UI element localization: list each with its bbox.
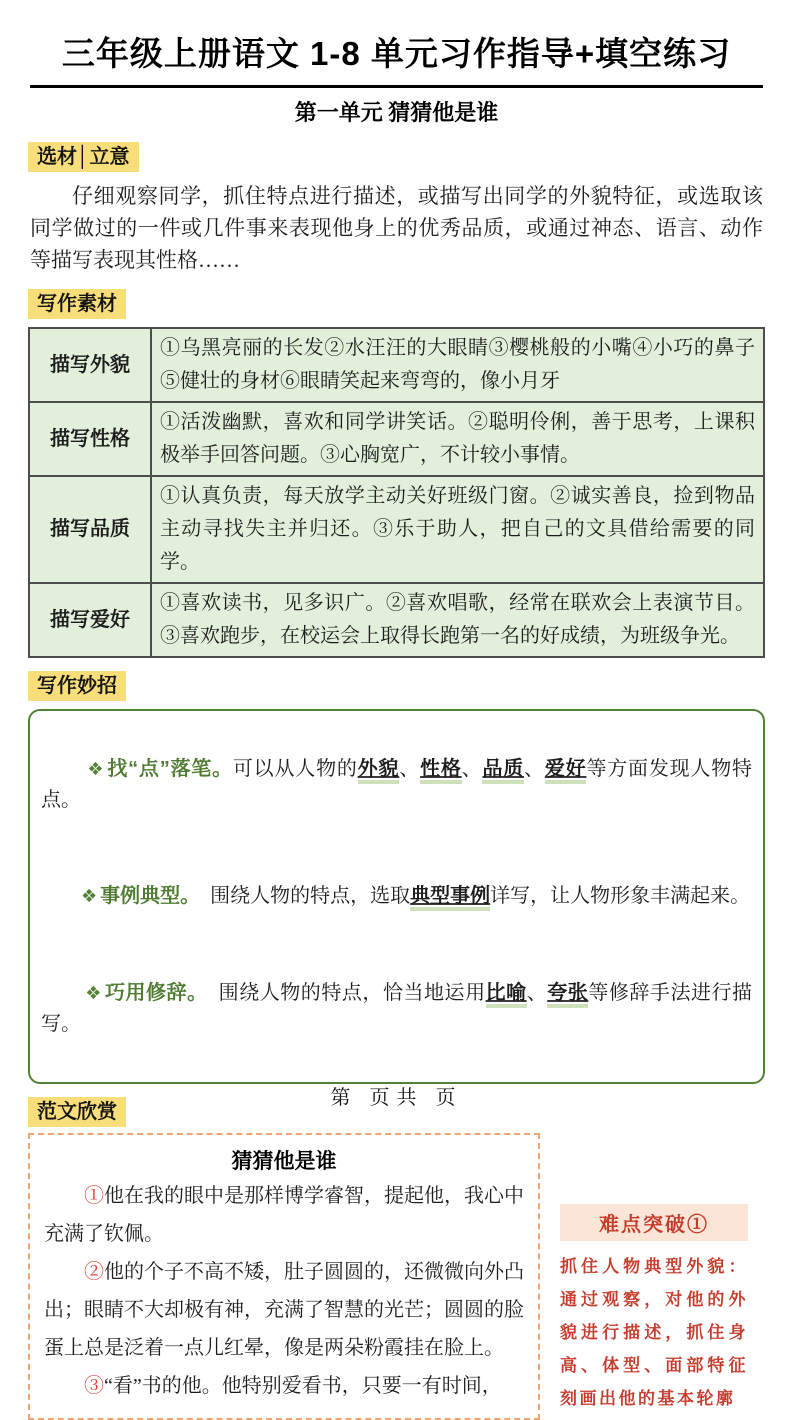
difficulty-title: 难点突破① (560, 1204, 748, 1241)
tip-lead: 事例典型。 (100, 885, 201, 907)
table-row (29, 402, 764, 476)
essay-text: 他的个子不高不矮，肚子圆圆的，还微微向外凸出；眼睛不大却极有神，充满了智慧的光芒；圆圆的脸蛋上总是泛着一点儿红晕，像是两朵粉霞挂在脸上。 (44, 1261, 524, 1359)
tip-text: 、 (461, 758, 483, 780)
circled-number: ③ (84, 1375, 104, 1397)
essay-paragraph-3 (44, 1367, 524, 1405)
materials-table (28, 327, 765, 658)
title-divider (30, 85, 763, 88)
section-materials (28, 284, 765, 658)
circled-number: ② (84, 1261, 104, 1283)
table-row (29, 476, 764, 583)
keyword: 比喻 (486, 982, 527, 1008)
selection-paragraph: 仔细观察同学，抓住特点进行描述，或描写出同学的外貌特征，或选取该同学做过的一件或几件事来表现他身上的优秀品质，或通过神态、语言、动作等描写表现其性格…… (30, 184, 763, 272)
row-label-quality: 描写品质 (29, 476, 151, 583)
tip-text: 围绕人物的特点，选取 (200, 885, 411, 907)
sample-essay-box (28, 1133, 540, 1420)
essay-text: “看”书的他。他特别爱看书，只要一有时间， (104, 1375, 502, 1397)
row-content-hobby: ①喜欢读书，见多识广。②喜欢唱歌，经常在联欢会上表演节目。③喜欢跑步，在校运会上取得长跑第一名的好成绩，为班级争光。 (151, 583, 764, 657)
tip-lead: 巧用修辞。 (104, 982, 208, 1004)
tip-item-typical-example (41, 851, 752, 942)
circled-number: ① (84, 1185, 104, 1207)
tip-text: 可以从人物的 (232, 758, 358, 780)
unit-subtitle: 第一单元 猜猜他是谁 (294, 100, 499, 125)
section-sample-essay (28, 1092, 765, 1420)
tip-text: 、 (526, 982, 548, 1004)
essay-text: 他在我的眼中是那样博学睿智，提起他，我心中充满了钦佩。 (44, 1185, 524, 1245)
tip-text: 围绕人物的特点，恰当地运用 (207, 982, 486, 1004)
keyword: 品质 (482, 758, 524, 784)
page-title: 三年级上册语文 1-8 单元习作指导+填空练习 (61, 35, 732, 72)
row-label-personality: 描写性格 (29, 402, 151, 476)
table-row (29, 328, 764, 402)
tip-text: 等方面发现人物特点。 (41, 758, 753, 811)
keyword: 爱好 (545, 758, 587, 784)
badge-writing-materials: 写作素材 (28, 289, 126, 319)
row-label-appearance: 描写外貌 (29, 328, 151, 402)
keyword: 夸张 (547, 982, 588, 1008)
essay-paragraph-2 (44, 1253, 524, 1367)
badge-selection-intent: 选材│立意 (28, 142, 139, 172)
section-selection (28, 137, 765, 276)
essay-title: 猜猜他是谁 (231, 1149, 337, 1173)
tip-item-rhetoric (41, 948, 752, 1069)
table-row (29, 583, 764, 657)
tip-lead: 找“点”落笔。 (107, 758, 233, 780)
tip-text: 详写，让人物形象丰满起来。 (490, 885, 751, 907)
difficulty-note-text: 抓住人物典型外貌：通过观察，对他的外貌进行描述，抓住身高、体型、面部特征刻画出他的基本轮廓 (560, 1257, 748, 1408)
tip-item-find-points (41, 724, 752, 845)
diamond-bullet-icon: ❖ (87, 759, 105, 780)
tip-text: 、 (399, 758, 421, 780)
page-footer: 第 页共 页 (330, 1087, 463, 1109)
keyword: 外貌 (358, 758, 400, 784)
difficulty-breakthrough-box (560, 1204, 748, 1415)
diamond-bullet-icon: ❖ (85, 983, 102, 1004)
badge-sample-essay: 范文欣赏 (28, 1097, 126, 1127)
row-content-appearance: ①乌黑亮丽的长发②水汪汪的大眼睛③樱桃般的小嘴④小巧的鼻子⑤健壮的身材⑥眼睛笑起来弯弯的，像小月牙 (151, 328, 764, 402)
row-label-hobby: 描写爱好 (29, 583, 151, 657)
keyword: 典型事例 (410, 885, 490, 911)
badge-writing-tips: 写作妙招 (28, 671, 126, 701)
essay-paragraph-1 (44, 1177, 524, 1253)
row-content-personality: ①活泼幽默，喜欢和同学讲笑话。②聪明伶俐，善于思考，上课积极举手回答问题。③心胸宽广，不计较小事情。 (151, 402, 764, 476)
tip-text: 、 (524, 758, 545, 780)
tip-text: 等修辞手法进行描写。 (41, 982, 753, 1035)
tips-box (28, 709, 765, 1084)
row-content-quality: ①认真负责，每天放学主动关好班级门窗。②诚实善良，捡到物品主动寻找失主并归还。③乐于助人，把自己的文具借给需要的同学。 (151, 476, 764, 583)
diamond-bullet-icon: ❖ (81, 886, 98, 907)
section-tips (28, 666, 765, 1084)
keyword: 性格 (420, 758, 462, 784)
essay-row (28, 1133, 765, 1420)
